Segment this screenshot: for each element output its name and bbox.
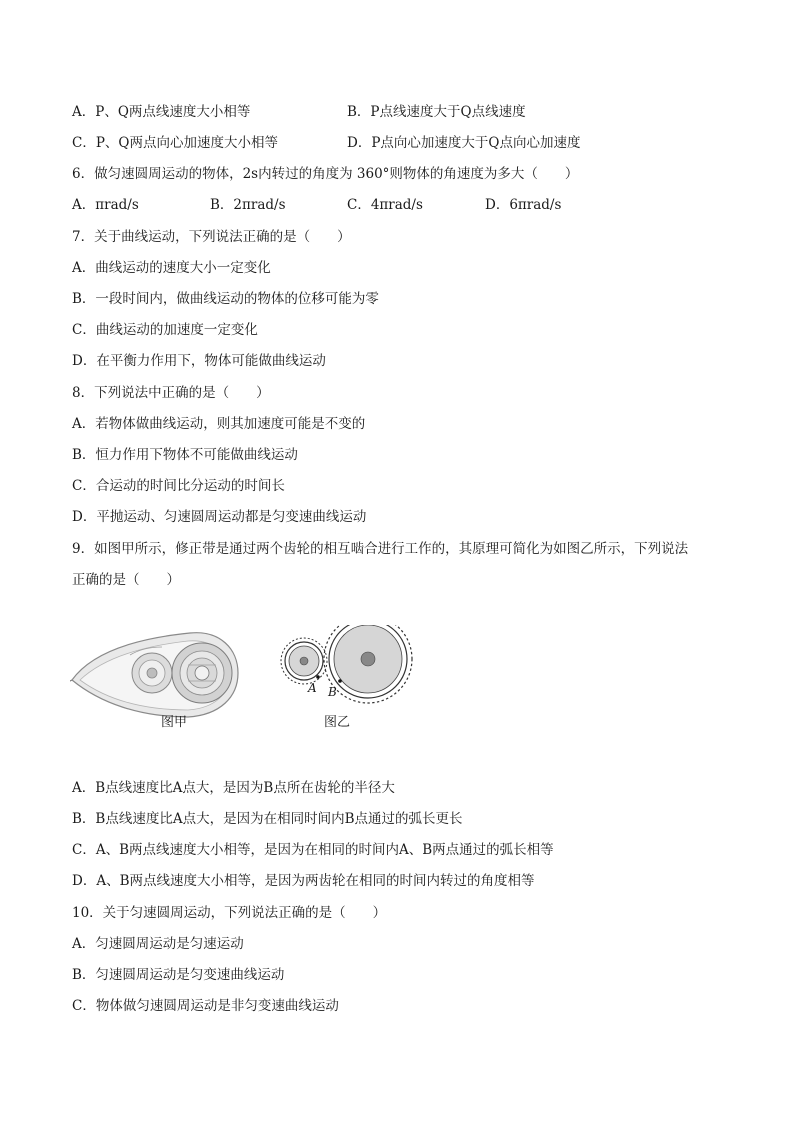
q7-option-b: B．一段时间内，做曲线运动的物体的位移可能为零 <box>72 291 379 307</box>
q9-option-d: D．A、B两点线速度大小相等，是因为两齿轮在相同的时间内转过的角度相等 <box>72 873 535 889</box>
q9-stem-line1: 9．如图甲所示，修正带是通过两个齿轮的相互啮合进行工作的，其原理可简化为如图乙所示，下列说法 <box>72 541 689 557</box>
q8-option-d: D．平抛运动、匀速圆周运动都是匀变速曲线运动 <box>72 509 367 525</box>
figure-yi-caption: 图乙 <box>324 715 351 730</box>
figure-jia-caption: 图甲 <box>161 715 188 730</box>
q5-option-a: A．P、Q两点线速度大小相等 <box>72 104 251 120</box>
q9-option-a: A．B点线速度比A点大，是因为B点所在齿轮的半径大 <box>72 780 395 796</box>
q10-option-a: A．匀速圆周运动是匀速运动 <box>72 936 244 952</box>
q8-stem: 8．下列说法中正确的是（ ） <box>72 385 270 401</box>
q7-option-d: D．在平衡力作用下，物体可能做曲线运动 <box>72 353 326 369</box>
point-b-dot <box>338 679 342 683</box>
point-a-dot <box>316 675 320 679</box>
q8-option-a: A．若物体做曲线运动，则其加速度可能是不变的 <box>72 416 366 432</box>
q6-option-d: D．6πrad/s <box>485 197 562 213</box>
q6-option-c: C．4πrad/s <box>347 197 423 213</box>
q10-stem: 10．关于匀速圆周运动，下列说法正确的是（ ） <box>72 905 387 921</box>
q7-option-c: C．曲线运动的加速度一定变化 <box>72 322 258 338</box>
q6-option-a: A．πrad/s <box>72 197 139 213</box>
q5-option-d: D．P点向心加速度大于Q点向心加速度 <box>347 135 581 151</box>
q8-option-b: B．恒力作用下物体不可能做曲线运动 <box>72 447 298 463</box>
q5-option-c: C．P、Q两点向心加速度大小相等 <box>72 135 278 151</box>
q7-option-a: A．曲线运动的速度大小一定变化 <box>72 260 271 276</box>
q10-option-c: C．物体做匀速圆周运动是非匀变速曲线运动 <box>72 998 339 1014</box>
q9-figure-svg <box>70 625 430 735</box>
correction-tape-illustration <box>70 633 238 717</box>
q6-option-b: B．2πrad/s <box>210 197 286 213</box>
q5-option-b: B．P点线速度大于Q点线速度 <box>347 104 526 120</box>
point-a-label: A <box>308 681 317 695</box>
gear-diagram <box>281 625 412 703</box>
q7-stem: 7．关于曲线运动，下列说法正确的是（ ） <box>72 229 351 245</box>
q6-stem: 6．做匀速圆周运动的物体，2s内转过的角度为 360°则物体的角速度为多大（ ） <box>72 166 579 182</box>
point-b-label: B <box>328 685 337 699</box>
q9-figure <box>70 625 430 735</box>
q10-option-b: B．匀速圆周运动是匀变速曲线运动 <box>72 967 285 983</box>
q9-option-b: B．B点线速度比A点大，是因为在相同时间内B点通过的弧长更长 <box>72 811 463 827</box>
small-gear <box>281 638 327 684</box>
q8-option-c: C．合运动的时间比分运动的时间长 <box>72 478 285 494</box>
q9-option-c: C．A、B两点线速度大小相等，是因为在相同的时间内A、B两点通过的弧长相等 <box>72 842 554 858</box>
large-gear <box>324 625 412 703</box>
q9-stem-line2: 正确的是（ ） <box>72 572 180 588</box>
